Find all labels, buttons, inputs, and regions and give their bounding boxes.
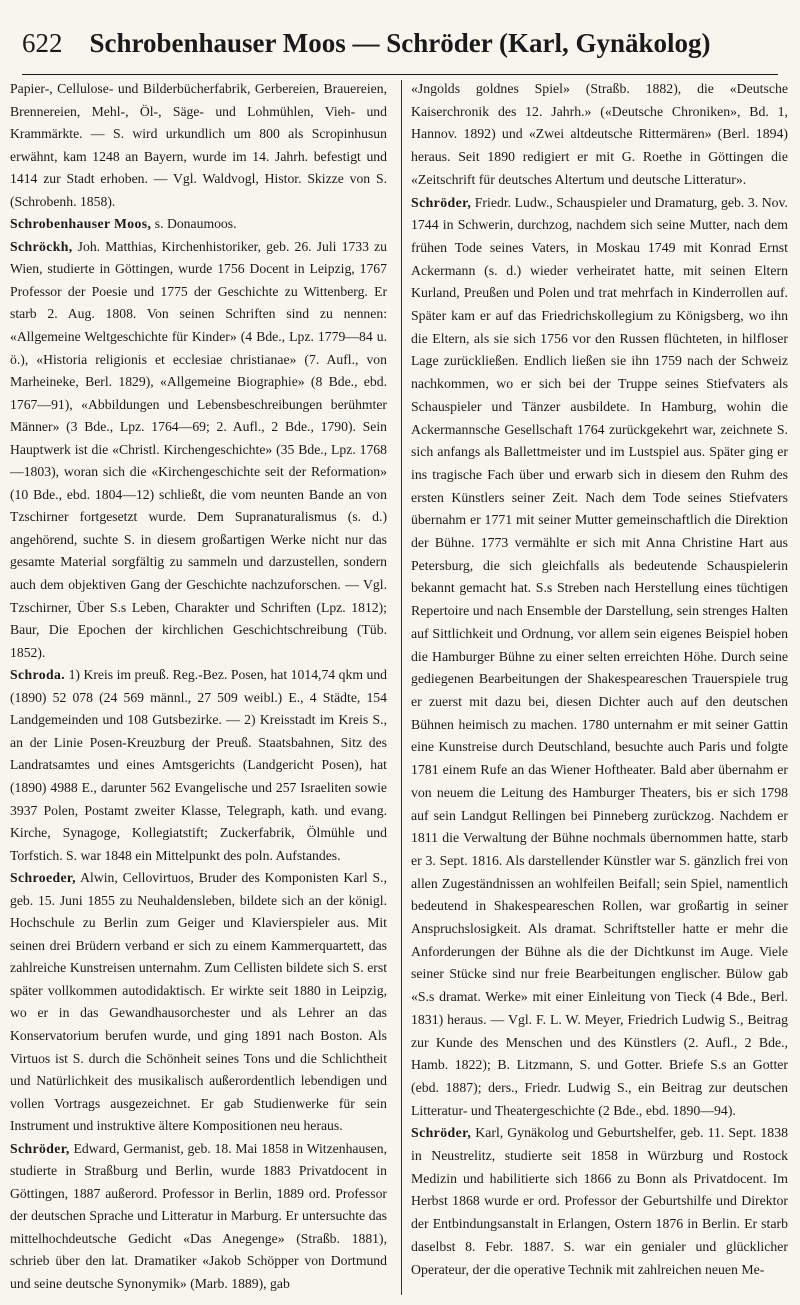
entry-text: Friedr. Ludw., Schauspieler und Dramaturg, geb. 3. Nov. 1744 in Schwerin, durchzog, nachdem sich seine Mutter, nach dem frühen Tode seines Vaters, in Moskau 1749 mit Konrad Ernst Ackermann (s. d.) wieder verheiratet hatte, mit seinen Eltern Kurland, Preußen und Polen und trat mehrfach in Kinderrollen auf. Später kam er auf das Friedrichskollegium zu Königsberg, wo ihn die Eltern, als sie sich 1756 vor den Russen flüchteten, in hilfloser Lage zurückließen. Endlich ließen sie ihn 1759 nach der Schweiz nachkommen, wo er sich bei der Truppe seines Stiefvaters als Schauspieler und Tänzer ausbildete. In Hamburg, wohin die Ackermannsche Gesellschaft 1764 zurückgekehrt war, zeichnete S. sich anfangs als Ballettmeister und im Lustspiel aus. Später ging er ins tragische Fach über und erwarb sich in diesem den Ruhm des ersten Künstlers seiner Zeit. Nach dem Tode seines Stiefvaters übernahm er 1771 mit seiner Mutter gemeinschaftlich die Direktion der Bühne. 1773 vermählte er sich mit Anna Christine Hart aus Petersburg, die sich gleichfalls als bedeutende Schauspielerin bekannt gemacht hat. S.s Streben nach Herstellung eines tüchtigen Repertoire und nach Ensemble der Darstellung, sein strenges Halten auf Sittlichkeit und Ordnung, vor allem sein eigenes Beispiel hoben die Hamburger Bühne zu einer selten erreichten Höhe. Durch seine gediegenen Bearbeitungen der Shakespeareschen Trauerspiele trug er zuerst mit dazu bei, diesen Dichter auch auf den deutschen Bühnen heimisch zu machen. 1780 unternahm er mit seiner Gattin eine Kunstreise durch Deutschland, besuchte auch Paris und folgte 1781 einem Rufe an das Wiener Hoftheater. Bald aber übernahm er von neuem die Leitung des Hamburger Theaters, bis er sich 1798 auf sein Landgut Rellingen bei Pinneberg zurückzog. Nachdem er 1811 die Verwaltung der Bühne nochmals übernommen hatte, starb er 3. Sept. 1816. Als darstellender Künstler war S. gänzlich frei von allen Zugeständnissen an wohlfeilen Beifall; sein Spiel, namentlich bedeutend in Shakespeareschen Rollen, war großartig in seiner Anspruchslosigkeit. Als dramat. Schriftsteller hatte er mehr die Anforderungen der Bühne als die der Dichtkunst im Auge. Viele seiner Stücke sind nur freie Bearbeitungen englischer. Bülow gab «S.s dramat. Werke» mit einer Einleitung von Tieck (4 Bde., Berl. 1831) heraus. — Vgl. F. L. W. Meyer, Friedrich Ludwig S., Beitrag zur Kunde des Menschen und des Künstlers (2. Aufl., 2 Bde., Hamb. 1822); B. Litzmann, S. und Gotter. Briefe S.s an Gotter (ebd. 1887); ders., Friedr. Ludwig S., ein Beitrag zur deutschen Litteratur- und Theatergeschichte (2 Bde., ebd. 1890—94). xyxy=(411,194,789,1118)
entry-text: Joh. Matthias, Kirchenhistoriker, geb. 26. Juli 1733 zu Wien, studierte in Göttingen, wurde 1756 Docent in Leipzig, 1767 Professor der Poesie und 1775 der Geschichte zu Wittenberg. Er starb 2. Aug. 1808. Von seinen Schriften sind zu nennen: «Allgemeine Weltgeschichte für Kinder» (4 Bde., Lpz. 1779—84 u. ö.), «Historia religionis et ecclesiae christianae» (7. Aufl., von Marheineke, Berl. 1829), «Allgemeine Biographie» (8 Bde., ebd. 1767—91), «Abbildungen und Lebensbeschreibungen berühmter Männer» (3 Bde., Lpz. 1764—69; 2. Aufl., 2 Bde., 1790). Sein Hauptwerk ist die «Christl. Kirchengeschichte» (35 Bde., Lpz. 1768—1803), woran sich die «Kirchengeschichte seit der Reformation» (10 Bde., ebd. 1804—12) schließt, die vom neunten Bande an von Tzschirner fortgesetzt wurde. Dem Supranaturalismus (s. d.) angehörend, suchte S. in diesem großartigen Werke nicht nur das gesamte Material sorgfältig zu sammeln und darzustellen, sondern auch dem objektiven Gang der Geschichte nachzuforschen. — Vgl. Tzschirner, Über S.s Leben, Charakter und Schriften (Lpz. 1812); Baur, Die Epochen der kirchlichen Geschichtschreibung (Tüb. 1852). xyxy=(10,238,388,660)
entry-lemma: Schrobenhauser Moos, xyxy=(10,216,152,232)
entry-text: s. Donaumoos. xyxy=(154,216,237,232)
entry-lemma: Schroda. xyxy=(10,667,66,683)
entry-lemma: Schröder, xyxy=(10,1140,70,1156)
entry-lemma: Schröckh, xyxy=(10,238,73,254)
left-column xyxy=(10,78,387,1296)
entry-paragraph xyxy=(10,867,387,1138)
entry-paragraph xyxy=(411,1122,788,1281)
entry-lemma: Schröder, xyxy=(411,194,472,210)
entry-paragraph xyxy=(10,213,387,236)
entry-paragraph xyxy=(10,1138,387,1296)
entry-text: Alwin, Cellovirtuos, Bruder des Komponisten Karl S., geb. 15. Juni 1855 zu Neuhaldensleben, bildete sich an der königl. Hochschule zu Berlin zum Geiger und Klavierspieler aus. Mit seinen drei Brüdern verband er sich zu einem Kammerquartett, das zahlreiche Kunstreisen unternahm. Zum Cellisten bildete sich S. erst später vollkommen autodidaktisch. Er wirkte seit 1880 in Leipzig, wo er in das Gewandhausorchester und als Lehrer an das Konservatorium berufen wurde, und ging 1891 nach Boston. Als Virtuos ist S. durch die Schönheit seines Tons und die Schlichtheit und Natürlichkeit des musikalisch außerordentlich lebendigen und vollen Vortrags ausgezeichnet. Er gab Studienwerke für sein Instrument und instruktive ältere Kompositionen neu heraus. xyxy=(10,870,387,1134)
entry-lemma: Schroeder, xyxy=(10,870,76,886)
entry-text: Edward, Germanist, geb. 18. Mai 1858 in Witzenhausen, studierte in Straßburg und Berlin, wurde 1883 Privatdocent in Göttingen, 1887 außerord. Professor in Berlin, 1889 ord. Professor der deutschen Sprache und Litteratur in Marburg. Er untersuchte das mittelhochdeutsche Gedicht «Das Anegenge» (Straßb. 1881), schrieb über den lat. Dramatiker «Jakob Schöpper von Dortmund und seine deutsche Synonymik» (Marb. 1889), gab xyxy=(10,1140,387,1291)
entry-paragraph xyxy=(10,236,387,664)
page-header xyxy=(22,22,778,75)
entry-text: Papier-, Cellulose- und Bilderbücherfabrik, Gerbereien, Brauereien, Brennereien, Mehl-, Öl-, Säge- und Lohmühlen, Vieh- und Krammärkte. — S. wird urkundlich um 800 als Scropinhusun erwähnt, kam 1248 an Bayern, wurde im 14. Jahrh. befestigt und 1414 zur Stadt erhoben. — Vgl. Waldvogl, Histor. Skizze von S. (Schrobenh. 1858). xyxy=(10,81,387,209)
entry-paragraph xyxy=(411,192,788,1123)
entry-paragraph xyxy=(10,664,387,867)
entry-text: «Jngolds goldnes Spiel» (Straßb. 1882), die «Deutsche Kaiserchronik des 12. Jahrh.» («Deutsche Chroniken», Bd. 1, Hannov. 1892) und «Zwei altdeutsche Rittermären» (Berl. 1894) heraus. Seit 1890 redigiert er mit G. Roethe in Göttingen die «Zeitschrift für deutsches Altertum und deutsche Litteratur». xyxy=(411,81,788,187)
entry-lemma: Schröder, xyxy=(411,1125,472,1141)
page-number: 622 xyxy=(22,28,63,58)
right-column xyxy=(411,78,788,1281)
column-divider xyxy=(401,80,402,1295)
entry-text: Karl, Gynäkolog und Geburtshelfer, geb. 11. Sept. 1838 in Neustrelitz, studierte seit 1858 in Würzburg und Rostock Medizin und habilitierte sich 1866 zu Bonn als Privatdocent. Im Herbst 1868 wurde er ord. Professor der Geburtshilfe und Direktor der Entbindungsanstalt in Erlangen, Ostern 1876 in Berlin. Er starb daselbst 8. Febr. 1887. S. war ein genialer und glücklicher Operateur, der die operative Technik mit zahlreichen neuen Me- xyxy=(411,1125,788,1277)
running-title: Schrobenhauser Moos — Schröder (Karl, Gynäkolog) xyxy=(89,28,711,58)
entry-text: 1) Kreis im preuß. Reg.-Bez. Posen, hat 1014,74 qkm und (1890) 52 078 (24 569 männl., 27 509 weibl.) E., 4 Städte, 154 Landgemeinden und 108 Gutsbezirke. — 2) Kreisstadt im Kreis S., an der Linie Posen-Kreuzburg der Preuß. Staatsbahnen, Sitz des Landratsamtes und eines Amtsgerichts (Landgericht Posen), hat (1890) 4988 E., darunter 562 Evangelische und 257 Israeliten sowie 3937 Polen, Postamt zweiter Klasse, Telegraph, kath. und evang. Kirche, Synagoge, Kollegiatstift; Zuckerfabrik, Ölmühle und Torfstich. S. war 1848 ein Mittelpunkt des poln. Aufstandes. xyxy=(10,667,388,863)
entry-paragraph xyxy=(411,78,788,192)
entry-paragraph xyxy=(10,78,387,213)
